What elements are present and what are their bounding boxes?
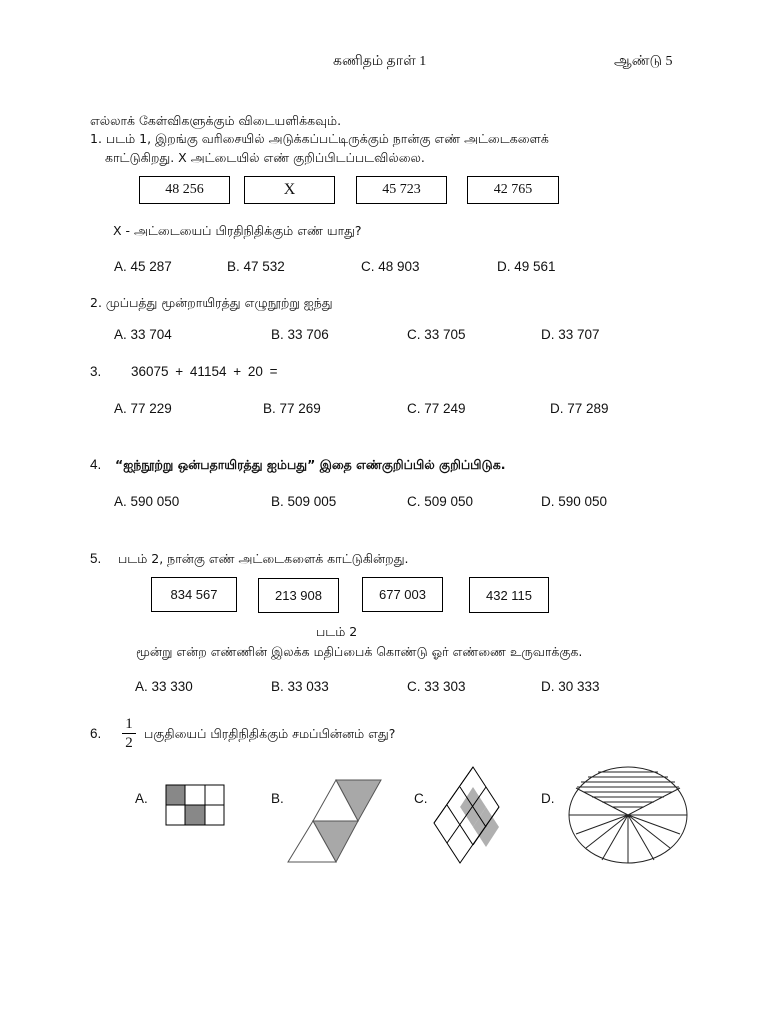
q1-option-c[interactable]: C. 48 903 [361, 259, 420, 274]
q6-shape-a-grid[interactable] [165, 784, 225, 826]
q1-option-b[interactable]: B. 47 532 [227, 259, 285, 274]
shaded-cell [166, 785, 185, 805]
q4-number: 4. [90, 457, 102, 472]
q6-option-b[interactable]: B. [271, 791, 284, 806]
q2-option-c[interactable]: C. 33 705 [407, 327, 466, 342]
q5-option-b[interactable]: B. 33 033 [271, 679, 329, 694]
q2-text: 2. முப்பத்து மூன்றாயிரத்து எழுநூற்று ஐந்து [90, 295, 333, 310]
q1-text-line1: 1. படம் 1, இறங்கு வரிசையில் அடுக்கப்பட்டிருக்கும் நான்கு எண் அட்டைகளைக் [90, 131, 549, 146]
q6-text: பகுதியைப் பிரதிநிதிக்கும் சமப்பின்னம் எது? [144, 726, 396, 741]
q6-option-c[interactable]: C. [414, 791, 428, 806]
q6-fraction [122, 715, 136, 752]
q3-option-b[interactable]: B. 77 269 [263, 401, 321, 416]
q5-number: 5. [90, 551, 102, 566]
q6-shape-c-rhombus[interactable] [433, 767, 515, 863]
q5-option-c[interactable]: C. 33 303 [407, 679, 466, 694]
shaded-cell [185, 805, 205, 825]
q1-option-d[interactable]: D. 49 561 [497, 259, 556, 274]
q5-option-a[interactable]: A. 33 330 [135, 679, 193, 694]
q5-option-d[interactable]: D. 30 333 [541, 679, 600, 694]
instruction-text: எல்லாக் கேள்விகளுக்கும் விடையளிக்கவும். [90, 113, 342, 128]
q4-option-b[interactable]: B. 509 005 [271, 494, 337, 509]
q5-question: மூன்று என்ற எண்ணின் இலக்க மதிப்பைக் கொண்டு ஓர் எண்ணை உருவாக்குக. [136, 644, 583, 659]
q4-option-d[interactable]: D. 590 050 [541, 494, 608, 509]
q6-shape-b-triangles[interactable] [286, 778, 386, 864]
q2-option-d[interactable]: D. 33 707 [541, 327, 600, 342]
q5-card: 834 567 [151, 577, 237, 612]
q1-question: X - அட்டையைப் பிரதிநிதிக்கும் எண் யாது? [113, 223, 362, 238]
q5-card: 432 115 [469, 577, 549, 613]
q5-text: படம் 2, நான்கு எண் அட்டைகளைக் காட்டுகின்றது. [118, 551, 409, 566]
q4-text: “ஐந்நூற்று ஒன்பதாயிரத்து ஐம்பது” இதை எண்குறிப்பில் குறிப்பிடுக. [115, 457, 506, 472]
q1-option-a[interactable]: A. 45 287 [114, 259, 172, 274]
q4-option-c[interactable]: C. 509 050 [407, 494, 474, 509]
q5-caption: படம் 2 [316, 624, 358, 639]
q1-card: 48 256 [139, 176, 230, 204]
page-header-year: ஆண்டு 5 [614, 54, 673, 69]
q6-fraction-denominator: 2 [125, 735, 133, 751]
q6-option-a[interactable]: A. [135, 791, 148, 806]
q5-card: 213 908 [258, 578, 339, 613]
q6-fraction-numerator: 1 [122, 715, 136, 734]
q1-text-line2: காட்டுகிறது. X அட்டையில் எண் குறிப்பிடப்படவில்லை. [105, 150, 425, 165]
q1-card: 42 765 [467, 176, 559, 204]
q2-option-b[interactable]: B. 33 706 [271, 327, 329, 342]
q3-option-d[interactable]: D. 77 289 [550, 401, 609, 416]
q3-expression: 36075 + 41154 + 20 = [131, 364, 278, 379]
q5-card: 677 003 [362, 577, 443, 612]
q3-number: 3. [90, 364, 102, 379]
page-header-subject: கணிதம் தாள் 1 [333, 54, 427, 69]
q6-shape-d-circle[interactable] [568, 766, 690, 866]
q2-option-a[interactable]: A. 33 704 [114, 327, 172, 342]
q1-card: 45 723 [356, 176, 447, 204]
q6-option-d[interactable]: D. [541, 791, 555, 806]
q1-card-x: X [244, 176, 335, 204]
q3-option-c[interactable]: C. 77 249 [407, 401, 466, 416]
q4-option-a[interactable]: A. 590 050 [114, 494, 180, 509]
q6-number: 6. [90, 726, 102, 741]
q3-option-a[interactable]: A. 77 229 [114, 401, 172, 416]
